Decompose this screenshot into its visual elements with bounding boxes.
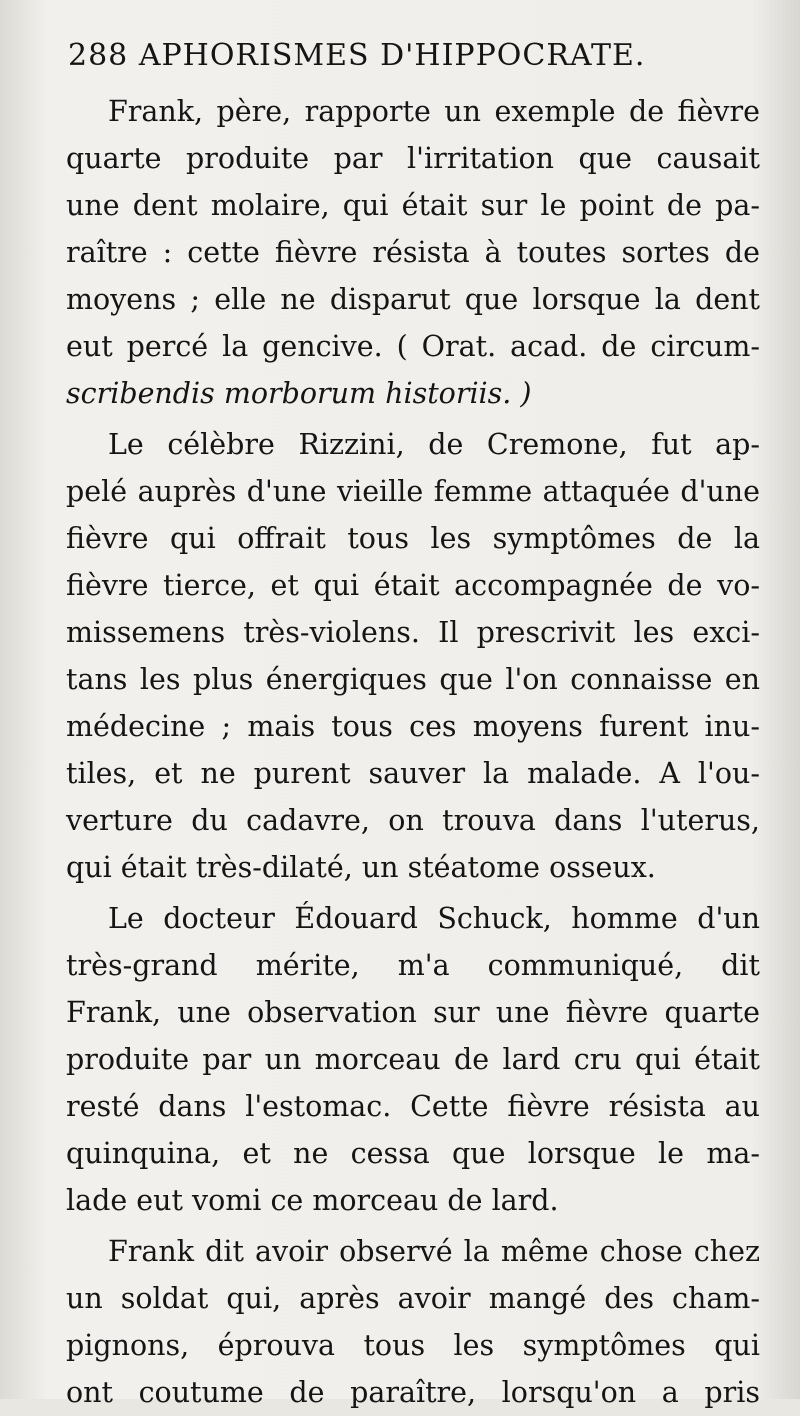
paragraph-schuck bbox=[66, 895, 760, 1224]
text-line: eut percé la gencive. ( Orat. acad. de circum- bbox=[66, 330, 760, 363]
paragraph-frank-fievre-quarte bbox=[66, 88, 760, 417]
text-line: lade eut vomi ce morceau de lard. bbox=[66, 1184, 559, 1217]
text-line: pignons, éprouva tous les symptômes qui bbox=[66, 1329, 760, 1362]
text-line: missemens très-violens. Il prescrivit les exci- bbox=[66, 616, 760, 649]
body-text bbox=[66, 88, 760, 1416]
paragraph-rizzini bbox=[66, 421, 760, 891]
text-line: Le célèbre Rizzini, de Cremone, fut ap- bbox=[108, 428, 760, 461]
text-line: Frank dit avoir observé la même chose chez bbox=[108, 1235, 760, 1268]
text-line: quinquina, et ne cessa que lorsque le ma- bbox=[66, 1137, 760, 1170]
text-line: quarte produite par l'irritation que causait bbox=[66, 142, 760, 175]
text-line: un soldat qui, après avoir mangé des cham- bbox=[66, 1282, 760, 1315]
text-line: moyens ; elle ne disparut que lorsque la dent bbox=[66, 283, 760, 316]
text-line: produite par un morceau de lard cru qui était bbox=[66, 1043, 760, 1076]
page-number: 288 bbox=[68, 38, 129, 73]
text-line: ont coutume de paraître, lorsqu'on a pris bbox=[66, 1376, 760, 1409]
text-line: qui était très-dilaté, un stéatome osseux. bbox=[66, 851, 656, 884]
running-title: APHORISMES D'HIPPOCRATE. bbox=[138, 38, 646, 73]
text-line: Le docteur Édouard Schuck, homme d'un bbox=[108, 902, 760, 935]
text-line: fièvre qui offrait tous les symptômes de la bbox=[66, 522, 760, 555]
text-line: resté dans l'estomac. Cette fièvre résista au bbox=[66, 1090, 760, 1123]
text-line: tiles, et ne purent sauver la malade. A l'ou- bbox=[66, 757, 760, 790]
text-line: médecine ; mais tous ces moyens furent inu- bbox=[66, 710, 760, 743]
text-line: très-grand mérite, m'a communiqué, dit bbox=[66, 949, 760, 982]
paragraph-soldat bbox=[66, 1228, 760, 1416]
text-line: fièvre tierce, et qui était accompagnée de vo- bbox=[66, 569, 760, 602]
running-header bbox=[68, 38, 760, 73]
text-line: Frank, père, rapporte un exemple de fièvre bbox=[108, 95, 760, 128]
text-line: verture du cadavre, on trouva dans l'uterus, bbox=[66, 804, 760, 837]
text-line: une dent molaire, qui était sur le point de pa- bbox=[66, 189, 760, 222]
text-line: raître : cette fièvre résista à toutes sortes de bbox=[66, 236, 760, 269]
text-line: tans les plus énergiques que l'on connaisse en bbox=[66, 663, 760, 696]
text-line: pelé auprès d'une vieille femme attaquée d'une bbox=[66, 475, 760, 508]
text-line-citation: scribendis morborum historiis. ) bbox=[66, 377, 532, 410]
text-line: Frank, une observation sur une fièvre quarte bbox=[66, 996, 760, 1029]
